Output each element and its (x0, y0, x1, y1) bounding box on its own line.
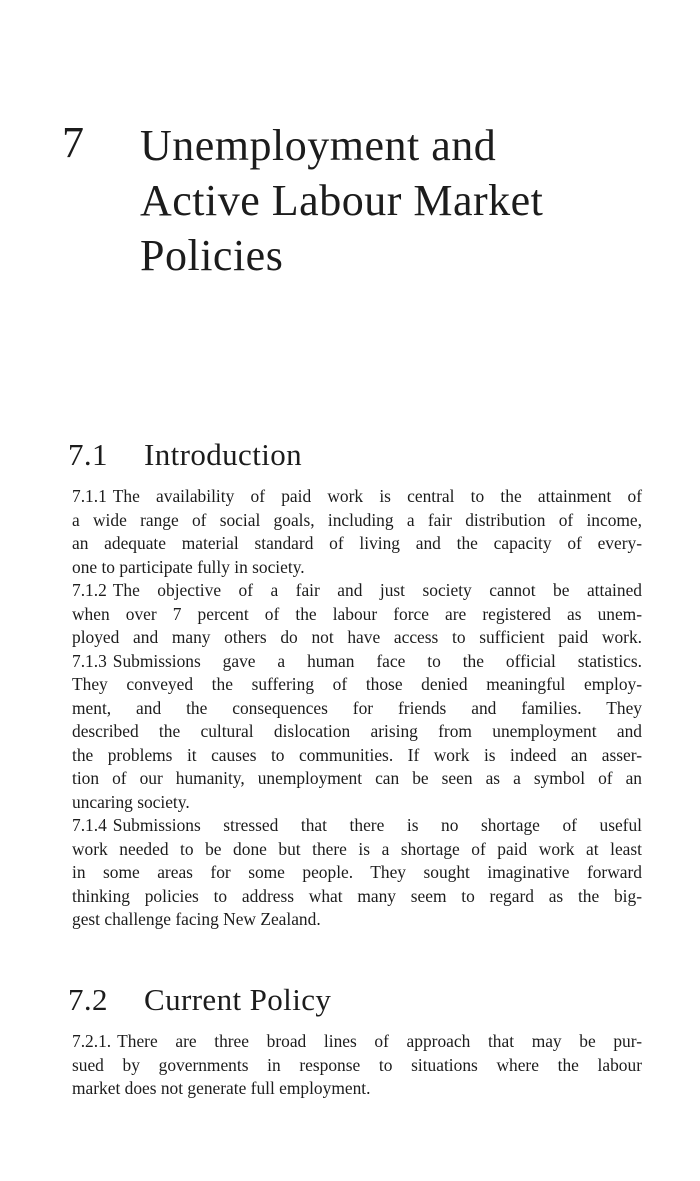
text-line: thinking policies to address what many seem to regard as the big- (72, 885, 642, 906)
section-heading-introduction (68, 437, 302, 473)
section-title: Current Policy (144, 982, 332, 1017)
section-heading-current-policy (68, 982, 331, 1018)
text-line: in some areas for some people. They sought imaginative forward (72, 862, 642, 882)
paragraph-7-1-4 (72, 814, 642, 932)
section-body-current-policy (72, 1030, 642, 1101)
paragraph-number: 7.1.2 (72, 580, 107, 600)
text-line: sued by governments in response to situations where the labour (72, 1054, 642, 1075)
section-body-introduction (72, 485, 642, 932)
paragraph-number: 7.1.4 (72, 815, 107, 835)
paragraph-number: 7.1.3 (72, 650, 107, 671)
chapter-title-line: Unemployment and (140, 121, 497, 170)
paragraph-7-2-1 (72, 1030, 642, 1101)
section-title: Introduction (144, 437, 303, 472)
text-line: gest challenge facing New Zealand. (72, 909, 321, 929)
paragraph-number: 7.1.1 (72, 486, 107, 506)
chapter-title-line: Active Labour Market (140, 176, 544, 225)
text-line: tion of our humanity, unemployment can be seen as a symbol of an (72, 768, 642, 788)
text-line: Submissions stressed that there is no shortage of useful (112, 815, 642, 835)
text-line: the problems it causes to communities. If work is indeed an asser- (72, 744, 642, 765)
text-line: The objective of a fair and just society cannot be attained (112, 580, 642, 600)
section-number: 7.1 (68, 437, 108, 472)
text-line: described the cultural dislocation arising from unemployment and (72, 721, 642, 741)
text-line: Submissions gave a human face to the official statistics. (112, 650, 642, 671)
paragraph-7-1-3 (72, 650, 642, 815)
text-line: There are three broad lines of approach that may be pur- (117, 1031, 642, 1051)
text-line: ployed and many others do not have access to sufficient paid work. (72, 627, 642, 647)
text-line: work needed to be done but there is a shortage of paid work at least (72, 838, 642, 859)
chapter-title (140, 118, 680, 283)
section-number: 7.2 (68, 982, 108, 1017)
text-line: a wide range of social goals, including a fair distribution of income, (72, 509, 642, 530)
paragraph-number: 7.2.1. (72, 1031, 112, 1051)
chapter-title-line: Policies (140, 231, 284, 280)
paragraph-7-1-2 (72, 579, 642, 650)
text-line: an adequate material standard of living and the capacity of every- (72, 533, 642, 553)
text-line: uncaring society. (72, 791, 190, 812)
text-line: market does not generate full employment. (72, 1078, 371, 1098)
text-line: when over 7 percent of the labour force are registered as unem- (72, 603, 642, 624)
text-line: one to participate fully in society. (72, 556, 305, 577)
text-line: The availability of paid work is central to the attainment of (112, 486, 642, 506)
text-line: ment, and the consequences for friends and families. They (72, 697, 642, 718)
text-line: They conveyed the suffering of those denied meaningful employ- (72, 674, 642, 694)
chapter-number: 7 (62, 118, 84, 167)
paragraph-7-1-1 (72, 485, 642, 579)
